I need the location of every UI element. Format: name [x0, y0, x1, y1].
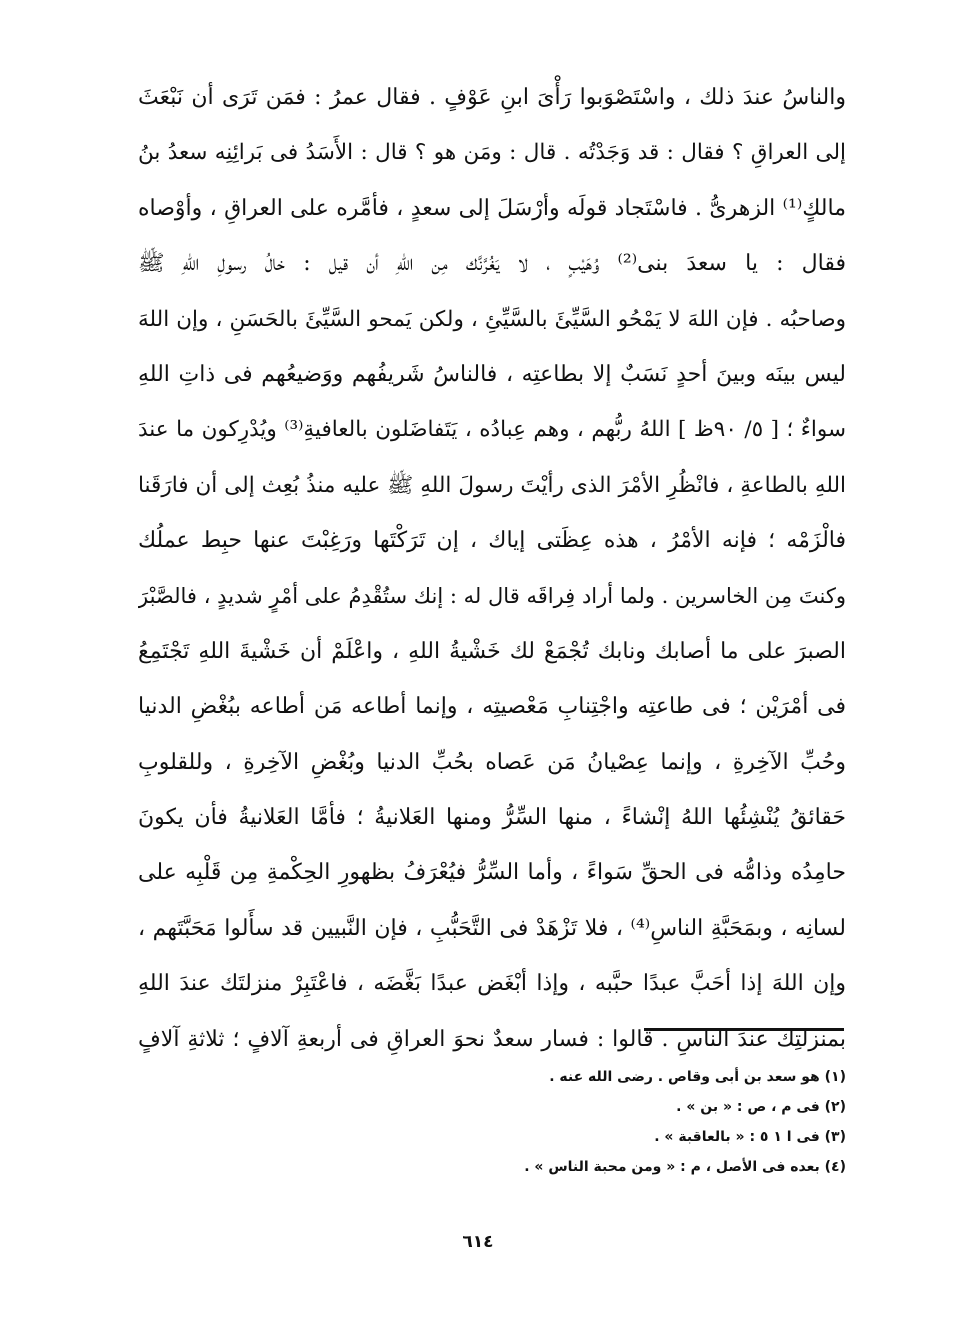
- page-number: ٦١٤: [462, 1232, 494, 1252]
- footnote: (٢) فى م ، ص : « بن » .: [676, 1099, 846, 1115]
- text-line: حَقائقُ يُنْشِئُها اللهُ إنْشاءً ، منها السِّرُّ ومنها العَلانيةُ ؛ فأمَّا العَلانيةُ فأن يكونَ: [138, 805, 846, 831]
- footnote-separator: [644, 1028, 844, 1031]
- footnote: (٤) بعده فى الأصل ، م : « ومن محبة الناس » .: [524, 1159, 846, 1175]
- text-line: فالْزَمْه ؛ فإنه الأمْرُ ، هذه عِظَتى إياك ، إن تَرَكْتَها ورَغِبْتَ عنها حبِط عملُك: [138, 528, 846, 554]
- text-line: حامِدُه وذامُّه فى الحقِّ سَواءً ، وأما السِّرُّ فيُعْرَفُ بظهورِ الحِكْمةِ مِن قَلْبِه على: [138, 860, 846, 886]
- text-line: وحُبِّ الآخِرةِ ، وإنما عِصْيانُ مَن عَصاه بحُبِّ الدنيا وبُغْضِ الآخِرةِ ، وللقلوبِ: [138, 749, 846, 775]
- footnotes: [300, 1062, 846, 1182]
- text-line: اللهِ بالطاعةِ ، فانْظُرِ الأمْرَ الذى رأيْتَ رسولَ اللهِ ﷺ عليه منذُ بُعِث إلى أن فارَقَنا: [138, 472, 846, 498]
- text-line: والناسُ عندَ ذلك ، واسْتَصْوَبوا رَأْىَ ابنِ عَوْفٍ . فقال عمرُ : فمَن تَرَى أن نَبْعَثَ: [138, 85, 846, 110]
- main-text: [138, 70, 846, 1067]
- text-line: بمنزلتِك عندَ الناسِ . قالوا : فسار سعدٌ نحوَ العراقِ فى أربعةِ آلافٍ ؛ ثلاثةِ آلافٍ: [138, 1026, 846, 1052]
- text-line: إلى العراقِ ؟ فقال : قد وَجَدْتُه . قال : ومَن هو ؟ قال : الأَسَدُ فى بَرائِنِه سعدُ بنُ: [138, 140, 846, 166]
- footnote: (١) هو سعد بن أبى وقاص . رضى الله عنه .: [549, 1069, 846, 1085]
- text-line: ليس بينَه وبينَ أحدٍ نَسَبٌ إلا بطاعتِه ، فالناسُ شَريفُهم ووَضيعُهم فى ذاتِ اللهِ: [138, 361, 846, 387]
- text-line: لسانِه ، وبمَحَبَّةِ الناسِ⁽⁴⁾ ، فلا تَزْهَدْ فى التَّحَبُّبِ ، فإن النَّبيين قد سأَلوا مَحَبَّتَهم ،: [138, 915, 846, 941]
- text-line: سواءٌ ؛ [ ٥/ ٩٠ظ ] اللهُ ربُّهم ، وهم عِبادُه ، يَتَفاضَلون بالعافيةِ⁽³⁾ ويُدْرِكون ما عندَ: [138, 417, 846, 443]
- text-line: فى أمْرَيْن ؛ فى طاعتِه واجْتِنابِ مَعْصيتِه ، وإنما أطاعه مَن أطاعه ببُغْضِ الدنيا: [138, 694, 846, 720]
- text-line: وإن اللهَ إذا أحَبَّ عبدًا حبَّبه ، وإذا أبْغَض عبدًا بَغَّضَه ، فاعْتَبِرْ منزلتَك عندَ اللهِ: [138, 971, 846, 997]
- text-line: وصاحبُه . فإن اللهَ لا يَمْحُو السَّيِّئَ بالسَّيِّئِ ، ولكن يَمحو السَّيِّئَ بالحَسَنِ ، وإن اللهَ: [138, 306, 846, 332]
- text-line: فقال : يا سعدَ بنى⁽²⁾ وُهَيْبٍ ، لا يَغُرَّنَّك مِن اللهِ أن قيل : خالُ رسولِ اللهِ ﷺ: [138, 251, 846, 277]
- text-line: مالكٍ⁽¹⁾ الزهرىُّ . فاسْتَجاد قولَه وأرْسَلَ إلى سعدٍ ، فأمَّره على العراقِ ، وأوْصاه: [138, 195, 846, 221]
- text-line: الصبرَ على ما أصابك ونابك تُجْمَعْ لك خَشْيةُ اللهِ ، واعْلَمْ أن خَشْيةَ اللهِ تَجْتَمِعُ: [138, 638, 846, 664]
- footnote: (٣) فى ا ١ ٥ : « بالعاقبة » .: [654, 1129, 846, 1145]
- text-line: وكنتَ مِن الخاسرين . ولما أراد فِراقَه قال له : إنك ستُقْدِمُ على أمْرٍ شديدٍ ، فالصَّبْرَ: [138, 583, 846, 608]
